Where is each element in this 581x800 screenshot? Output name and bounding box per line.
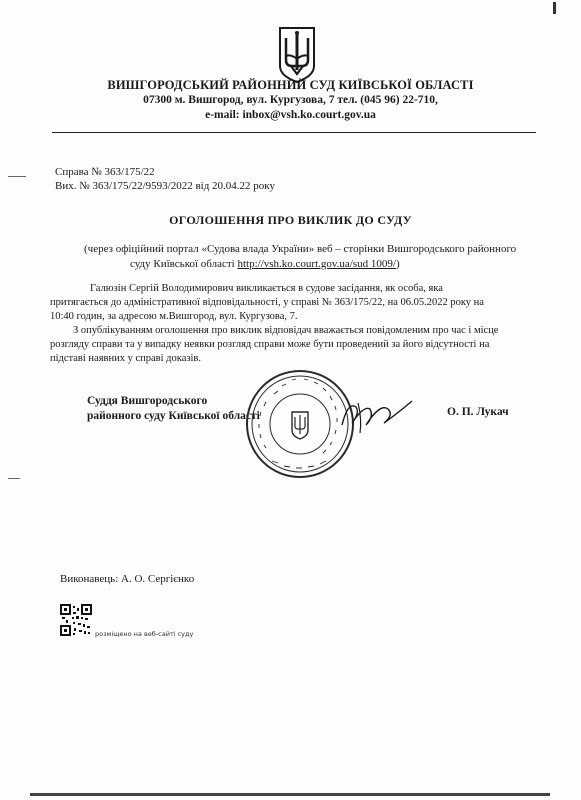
scan-bottom-edge xyxy=(30,793,550,796)
header-divider xyxy=(52,132,536,133)
paragraph-2-line-3: підставі наявних у справі доказів. xyxy=(50,353,202,364)
case-number: Справа № 363/175/22 xyxy=(55,166,155,178)
subtitle-line-2 xyxy=(130,258,400,270)
scan-mark xyxy=(8,478,20,479)
executor-name: Виконавець: А. О. Сергієнко xyxy=(60,573,195,585)
qr-code-icon xyxy=(60,604,92,636)
paragraph-2-line-2: розгляду справи та у випадку неявки розгляд справи може бути проведений за його відсутності на xyxy=(50,339,490,350)
trident-emblem-icon xyxy=(277,26,317,84)
qr-caption: розміщено на веб-сайті суду xyxy=(95,630,194,638)
paragraph-1-line-3: 10:40 годин, за адресою м.Вишгород, вул. Кургузова, 7. xyxy=(50,311,298,322)
paragraph-1-line-2: притягається до адміністративної відповідальності, у справі № 363/175/22, на 06.05.2022 року на xyxy=(50,297,484,308)
subtitle-line-1: (через офіційний портал «Судова влада України» веб – сторінки Вишгородського районного xyxy=(84,243,517,255)
paragraph-2-line-1: З опублікуванням оголошення про виклик відповідач вважається повідомленим про час і місце xyxy=(73,325,499,336)
court-name: ВИШГОРОДСЬКИЙ РАЙОННИЙ СУД КИЇВСЬКОЇ ОБЛАСТІ xyxy=(107,78,474,92)
subtitle-suffix: ) xyxy=(395,258,400,270)
subtitle-prefix: суду Київської області xyxy=(130,258,238,270)
court-email: e-mail: inbox@vsh.ko.court.gov.ua xyxy=(205,109,376,121)
outgoing-number: Вих. № 363/175/22/9593/2022 від 20.04.22 року xyxy=(55,180,275,192)
judge-title-line-1: Суддя Вишгородського xyxy=(87,395,208,407)
judge-signature xyxy=(336,395,416,435)
scan-mark xyxy=(553,2,556,14)
notice-title: ОГОЛОШЕННЯ ПРО ВИКЛИК ДО СУДУ xyxy=(169,213,412,227)
scan-mark xyxy=(8,176,26,177)
paragraph-1-line-1: Галюзін Сергій Володимирович викликається в судове засідання, як особа, яка xyxy=(90,283,443,294)
judge-name: О. П. Лукач xyxy=(447,406,509,418)
judge-title-line-2: районного суду Київської області xyxy=(87,410,260,422)
court-website-link[interactable]: http://vsh.ko.court.gov.ua/sud 1009/ xyxy=(237,258,396,270)
court-address: 07300 м. Вишгород, вул. Кургузова, 7 тел. (045 96) 22-710, xyxy=(143,94,438,106)
